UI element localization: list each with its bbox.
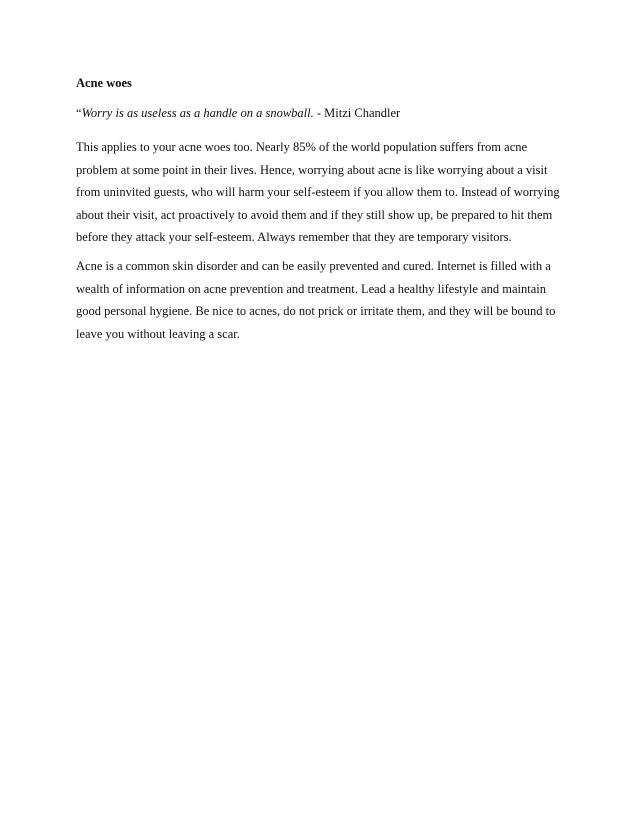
- paragraph-line: from uninvited guests, who will harm your self-esteem if you allow them to. Instead of worrying: [76, 185, 560, 200]
- quote: [76, 105, 576, 121]
- quote-open-mark: “: [76, 106, 82, 120]
- paragraph-line: good personal hygiene. Be nice to acnes, do not prick or irritate them, and they will be bound to: [76, 304, 556, 319]
- quote-attribution: - Mitzi Chandler: [313, 106, 401, 120]
- paragraph-line: before they attack your self-esteem. Always remember that they are temporary visitors.: [76, 230, 512, 245]
- paragraph-line: about their visit, act proactively to avoid them and if they still show up, be prepared to hit them: [76, 207, 553, 222]
- document-page: [76, 75, 576, 351]
- paragraph-line: This applies to your acne woes too. Nearly 85% of the world population suffers from acne: [76, 140, 528, 154]
- paragraph-line: wealth of information on acne prevention and treatment. Lead a healthy lifestyle and maintain: [76, 281, 546, 296]
- paragraph-line: problem at some point in their lives. Hence, worrying about acne is like worrying about a visit: [76, 162, 548, 177]
- document-title: Acne woes: [76, 76, 132, 90]
- paragraph-1: [76, 136, 576, 249]
- paragraph-2: [76, 255, 576, 345]
- paragraph-line: leave you without leaving a scar.: [76, 326, 240, 341]
- paragraph-line: Acne is a common skin disorder and can be easily prevented and cured. Internet is filled with a: [76, 258, 551, 273]
- quote-text: Worry is as useless as a handle on a snowball.: [81, 106, 314, 120]
